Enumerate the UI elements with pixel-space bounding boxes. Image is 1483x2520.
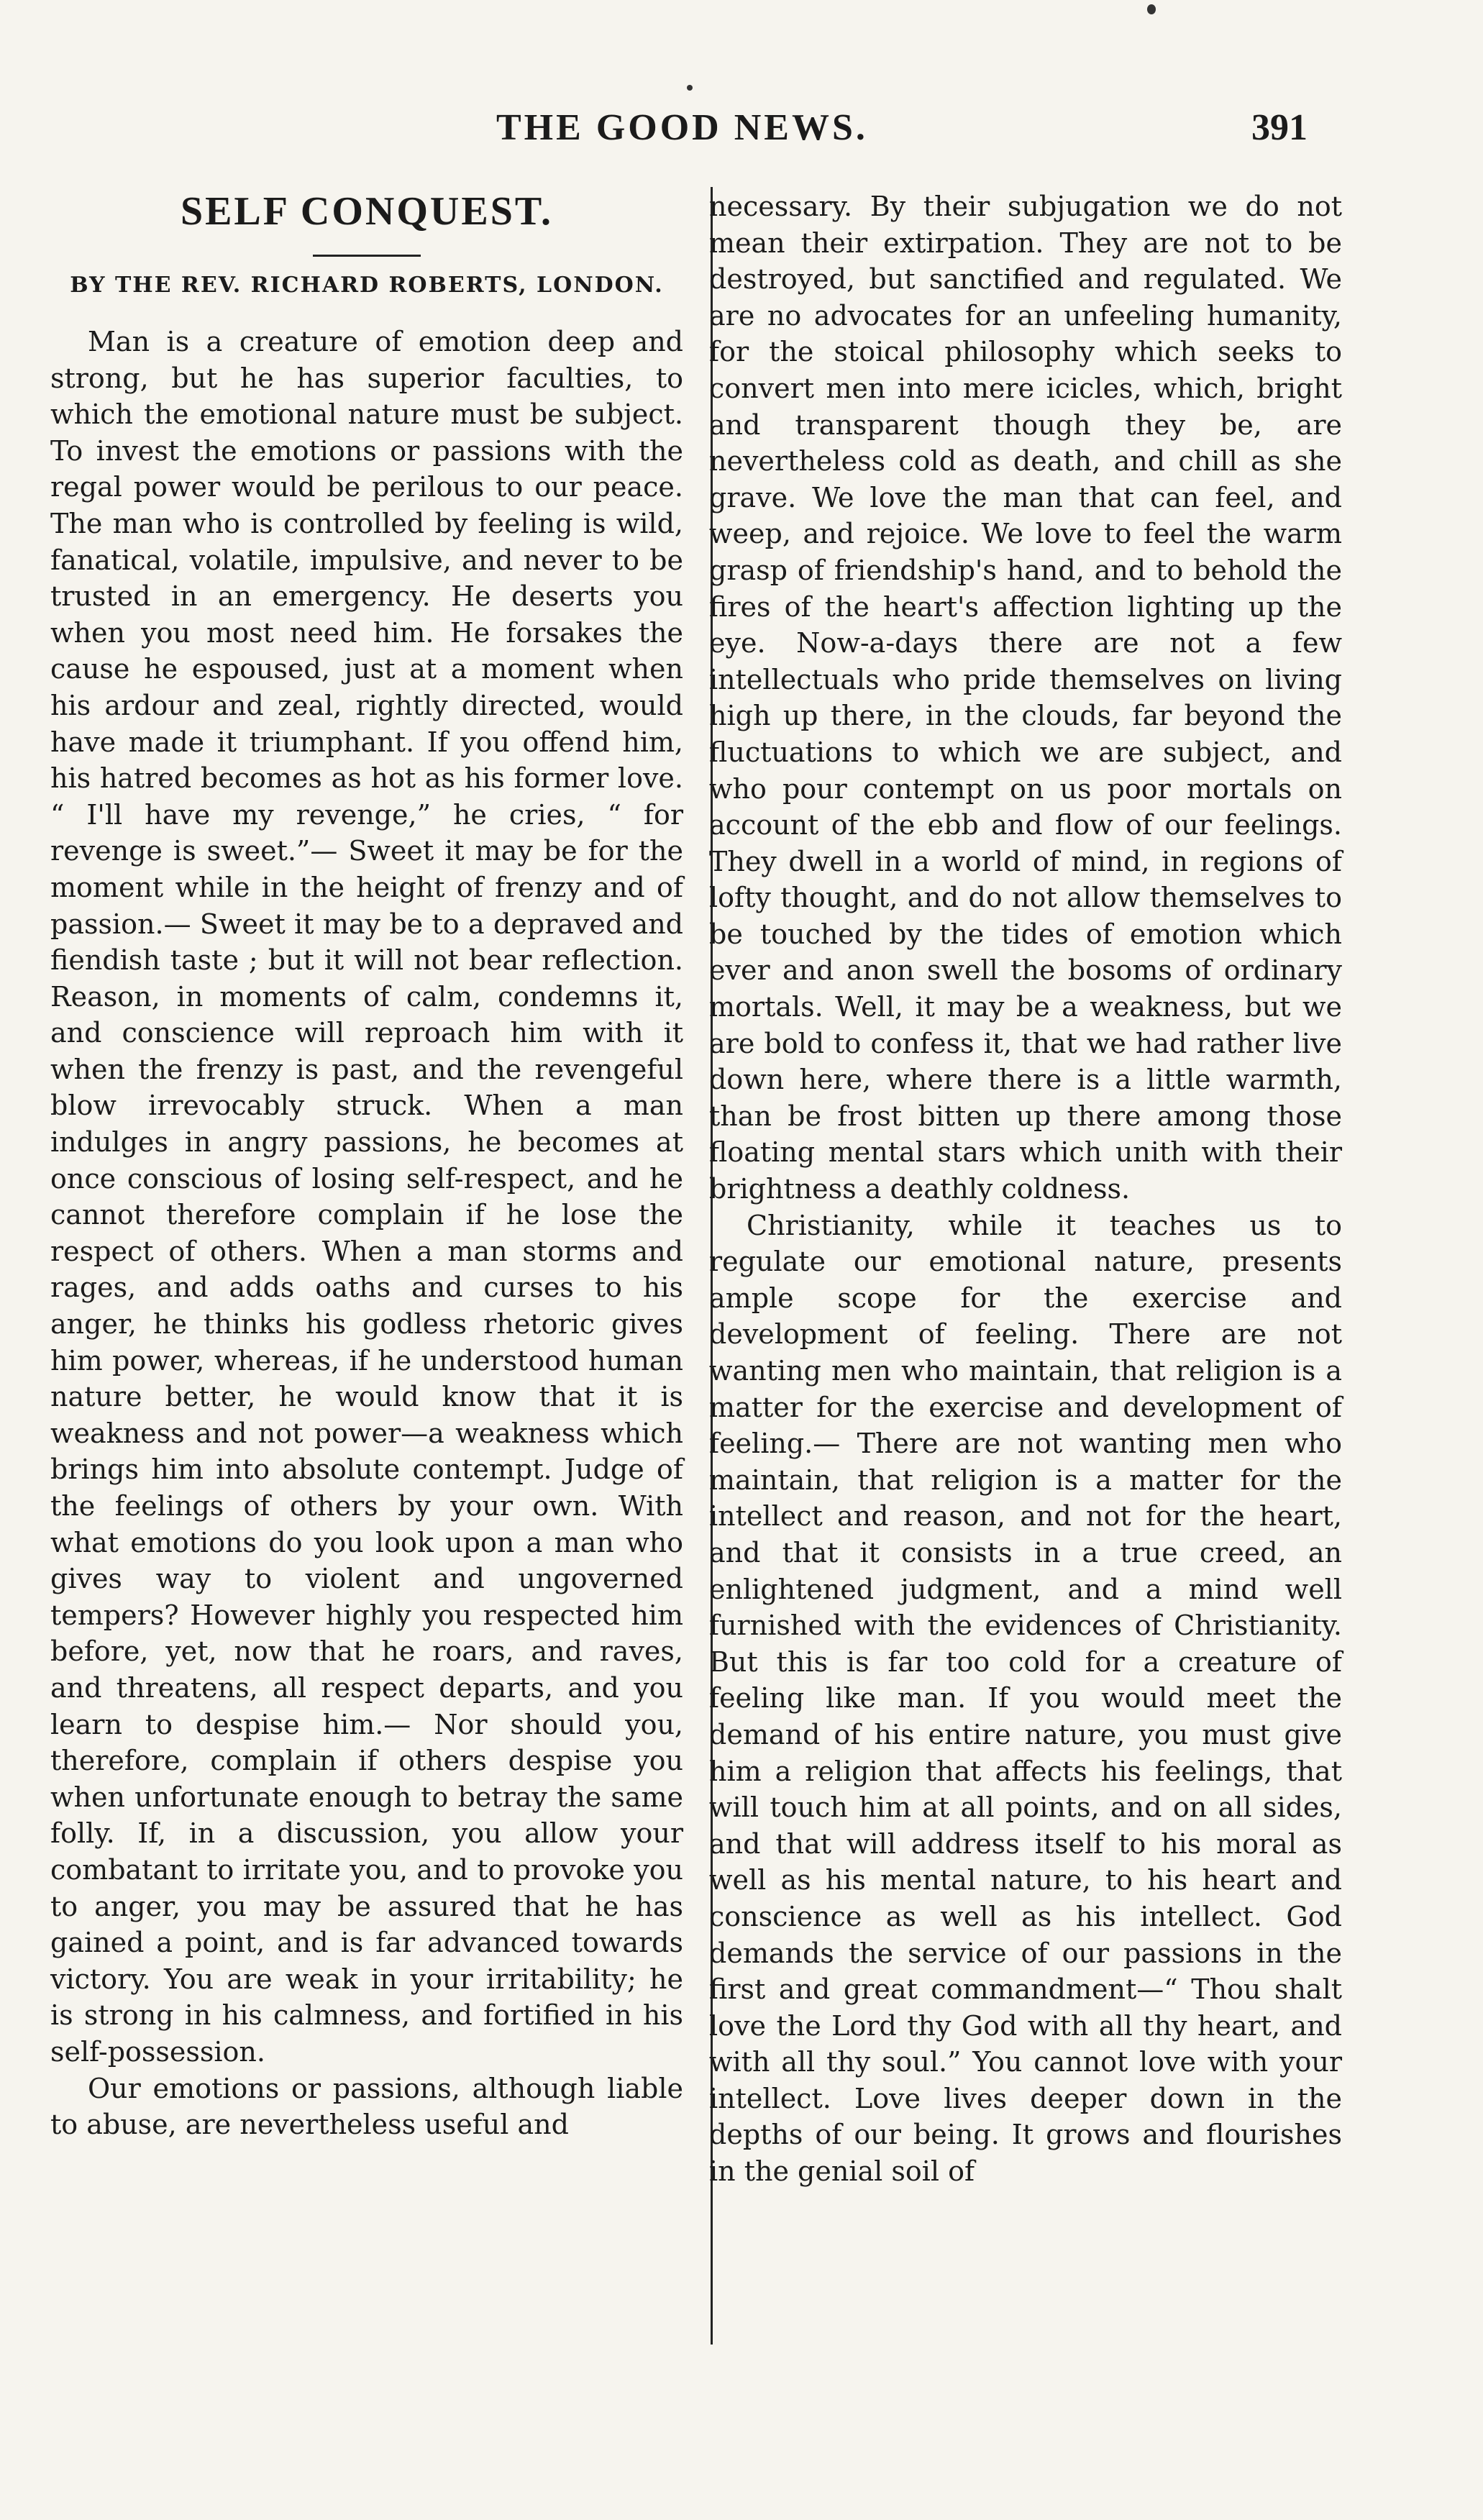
- ink-speck: [1147, 4, 1156, 14]
- ink-speck: [687, 85, 693, 91]
- title-rule: [313, 255, 421, 257]
- byline: BY THE REV. RICHARD ROBERTS, LONDON.: [70, 273, 664, 298]
- running-title: THE GOOD NEWS.: [496, 107, 868, 148]
- page-number: 391: [1251, 107, 1308, 148]
- paragraph: Man is a creature of emotion deep and strong, but he has superior faculties, to which the emotional nature must be subject. To invest the emotions or passions with the regal power would be perilous to our peace. The man who is controlled by feeling is wild, fanatical, volatile, impulsive, and never to be trusted in an emergency. He deserts you when you most need him. He forsakes the cause he espoused, just at a moment when his ardour and zeal, rightly directed, would have made it triumphant. If you offend him, his hatred becomes as hot as his former love. “ I'll have my revenge,” he cries, “ for revenge is sweet.”— Sweet it may be for the moment while in the height of frenzy and of passion.— Sweet it may be to a depraved and fiendish taste ; but it will not bear reflection. Reason, in moments of calm, condemns it, and conscience will reproach him with it when the frenzy is past, and the revengeful blow irrevocably struck. When a man indulges in angry passions, he becomes at once conscious of losing self-respect, and he cannot therefore complain if he lose the respect of others. When a man storms and rages, and adds oaths and curses to his anger, he thinks his godless rhetoric gives him power, whereas, if he understood human nature better, he would know that it is weakness and not power—a weakness which brings him into absolute contempt. Judge of the feelings of others by your own. With what emotions do you look upon a man who gives way to violent and ungoverned tempers? However highly you respected him before, yet, now that he roars, and raves, and threatens, all respect departs, and you learn to despise him.— Nor should you, therefore, complain if others despise you when unfortunate enough to betray the same folly. If, in a discussion, you allow your combatant to irritate you, and to provoke you to anger, you may be assured that he has gained a point, and is far advanced towards victory. You are weak in your irritability; he is strong in his calmness, and fortified in his self-possession.: [50, 326, 683, 2068]
- left-column: [50, 188, 683, 2143]
- article-title: SELF CONQUEST.: [180, 189, 554, 234]
- paragraph: necessary. By their subjugation we do not mean their extirpation. They are not to be destroyed, but sanctified and regulated. We are no advocates for an unfeeling humanity, for the stoical philosophy which seeks to convert men into mere icicles, which, bright and transparent though they be, are nevertheless cold as death, and chill as she grave. We love the man that can feel, and weep, and rejoice. We love to feel the warm grasp of friendship's hand, and to behold the fires of the heart's affection lighting up the eye. Now-a-days there are not a few intellectuals who pride themselves on living high up there, in the clouds, far beyond the fluctuations to which we are subject, and who pour contempt on us poor mortals on account of the ebb and flow of our feelings. They dwell in a world of mind, in regions of lofty thought, and do not allow themselves to be touched by the tides of emotion which ever and anon swell the bosoms of ordinary mortals. Well, it may be a weakness, but we are bold to confess it, that we had rather live down here, where there is a little warmth, than be frost bitten up there among those floating mental stars which unith with their brightness a deathly coldness.: [709, 191, 1342, 1205]
- paragraph: Christianity, while it teaches us to regulate our emotional nature, presents ample scope for the exercise and development of feeling. There are not wanting men who maintain, that religion is a matter for the exercise and development of feeling.— There are not wanting men who maintain, that religion is a matter for the intellect and reason, and not for the heart, and that it consists in a true creed, an enlightened judgment, and a mind well furnished with the evidences of Christianity. But this is far too cold for a creature of feeling like man. If you would meet the demand of his entire nature, you must give him a religion that affects his feelings, that will touch him at all points, and on all sides, and that will address itself to his moral as well as his mental nature, to his heart and conscience as well as his intellect. God demands the service of our passions in the first and great commandment—“ Thou shalt love the Lord thy God with all thy heart, and with all thy soul.” You cannot love with your intellect. Love lives deeper down in the depths of our being. It grows and flourishes in the genial soil of: [709, 1209, 1342, 2188]
- page-header: [0, 101, 1483, 158]
- paragraph: Our emotions or passions, although liable to abuse, are nevertheless useful and: [50, 2072, 683, 2141]
- right-column: [709, 188, 1342, 2190]
